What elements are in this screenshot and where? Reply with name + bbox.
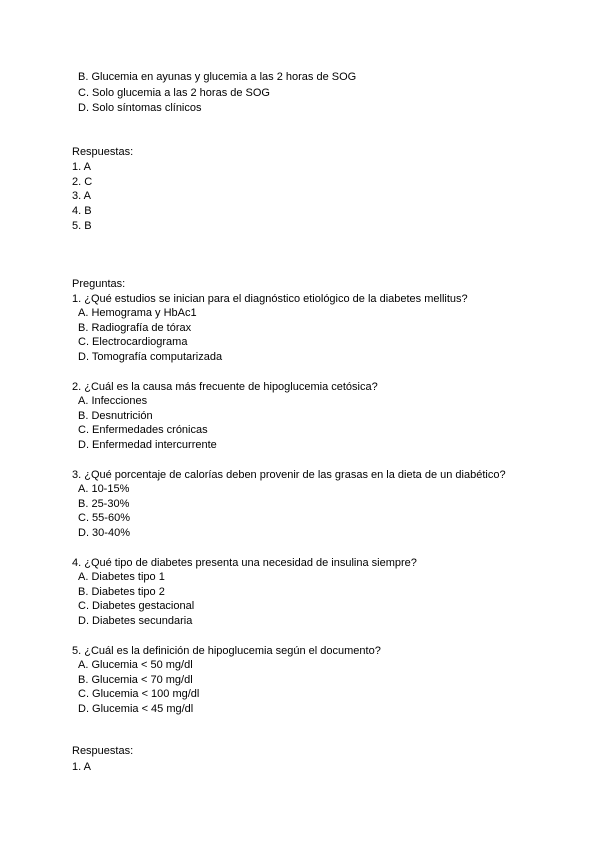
option-line: B. Glucemia < 70 mg/dl [78,674,193,686]
option-line: A. Glucemia < 50 mg/dl [78,659,193,671]
option-line: A. Diabetes tipo 1 [78,571,165,583]
option-line: B. Desnutrición [78,410,153,422]
option-line: B. Glucemia en ayunas y glucemia a las 2 horas de SOG [78,71,357,83]
option-line: A. Infecciones [78,395,148,407]
questions-heading: Preguntas: [72,278,126,290]
option-line: A. Hemograma y HbAc1 [78,307,197,319]
answer-item: 5. B [72,220,92,232]
answer-item: 1. A [72,161,91,173]
option-line: C. Electrocardiograma [78,336,188,348]
option-line: D. Diabetes secundaria [78,615,193,627]
option-line: C. Solo glucemia a las 2 horas de SOG [78,87,270,99]
option-line: C. Glucemia < 100 mg/dl [78,688,200,700]
option-line: D. Glucemia < 45 mg/dl [78,703,194,715]
option-line: C. Diabetes gestacional [78,600,195,612]
answer-item: 2. C [72,176,93,188]
option-line: D. Enfermedad intercurrente [78,439,217,451]
question-text: 4. ¿Qué tipo de diabetes presenta una necesidad de insulina siempre? [72,557,417,569]
option-line: B. Radiografía de tórax [78,322,192,334]
option-line: B. 25-30% [78,498,130,510]
question-text: 1. ¿Qué estudios se inician para el diagnóstico etiológico de la diabetes mellitus? [72,293,468,305]
question-text: 2. ¿Cuál es la causa más frecuente de hipoglucemia cetósica? [72,381,378,393]
answer-item: 3. A [72,190,91,202]
option-line: A. 10-15% [78,483,130,495]
option-line: D. Tomografía computarizada [78,351,223,363]
answers-heading: Respuestas: [72,745,134,757]
question-text: 3. ¿Qué porcentaje de calorías deben provenir de las grasas en la dieta de un diabético? [72,469,506,481]
option-line: D. Solo síntomas clínicos [78,102,202,114]
answer-item: 4. B [72,205,92,217]
question-text: 5. ¿Cuál es la definición de hipoglucemia según el documento? [72,645,381,657]
option-line: B. Diabetes tipo 2 [78,586,165,598]
option-line: D. 30-40% [78,527,130,539]
answer-item: 1. A [72,761,91,773]
option-line: C. 55-60% [78,512,130,524]
option-line: C. Enfermedades crónicas [78,424,208,436]
answers-heading: Respuestas: [72,146,134,158]
